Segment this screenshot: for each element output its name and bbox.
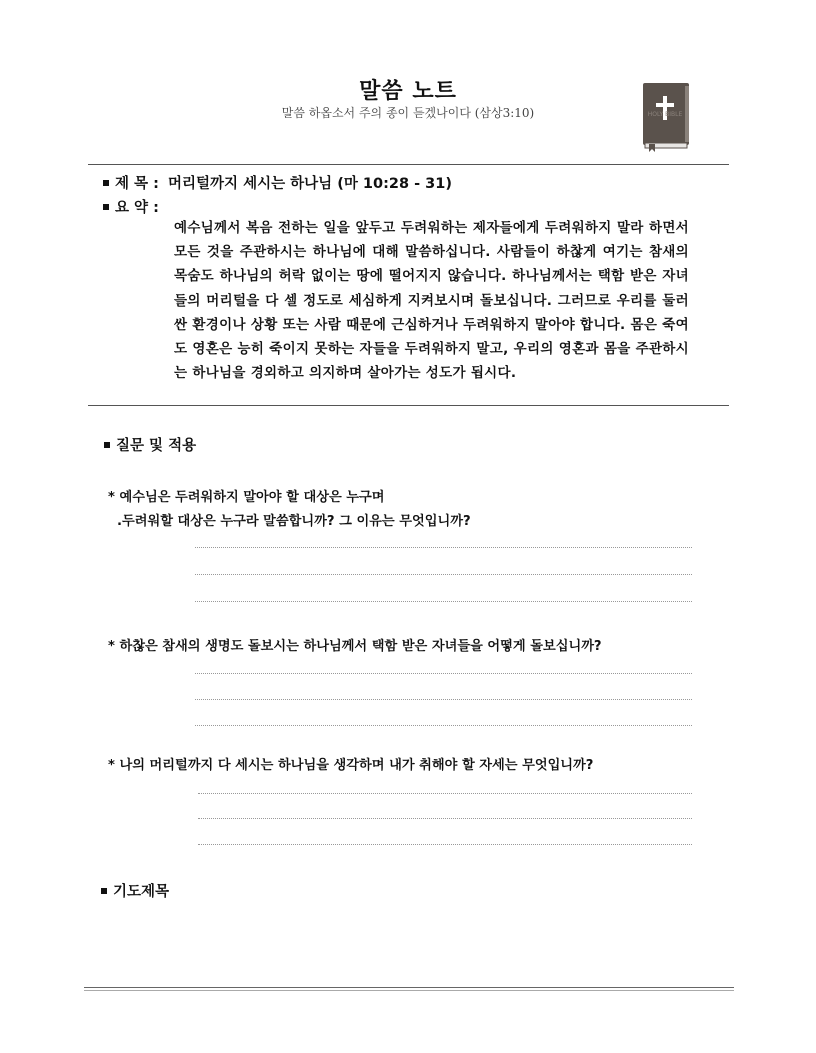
bullet-square-icon <box>103 204 109 210</box>
topic-label: 제 목 : <box>115 176 159 192</box>
answer-line[interactable] <box>198 844 692 845</box>
answer-line[interactable] <box>195 725 692 726</box>
answer-line[interactable] <box>195 574 692 575</box>
answer-line[interactable] <box>195 699 692 700</box>
question-2: * 하찮은 참새의 생명도 돌보시는 하나님께서 택함 받은 자녀들을 어떻게 돌보십니까? <box>108 639 602 654</box>
page-subtitle: 말씀 하옵소서 주의 종이 듣겠나이다 (삼상3:10) <box>281 106 535 120</box>
divider-middle <box>88 405 729 406</box>
bullet-square-icon <box>101 888 107 894</box>
bullet-square-icon <box>104 442 110 448</box>
bible-book-icon <box>641 82 691 152</box>
topic-row <box>103 172 452 193</box>
question-3: * 나의 머리털까지 다 세시는 하나님을 생각하며 내가 취해야 할 자세는 무엇입니까? <box>108 758 594 773</box>
answer-line[interactable] <box>195 601 692 602</box>
answer-line[interactable] <box>195 673 692 674</box>
divider-bottom <box>84 987 734 988</box>
questions-heading <box>104 434 196 455</box>
summary-text: 예수님께서 복음 전하는 일을 앞두고 두려워하는 제자들에게 두려워하지 말라 하면서 모든 것을 주관하시는 하나님에 대해 말씀하십니다. 사람들이 하찮게 여기는 참새의 목숨도 하나님의 허락 없이는 땅에 떨어지지 않습니다. 하나님께서는 택함 받은 자녀들의 머리털을 다 셀 정도로 세심하게 지켜보시며 돌보십니다. 그러므로 우리를 둘러싼 환경이나 상황 또는 사람 때문에 근심하거나 두려워하지 말아야 합니다. 몸은 죽여도 영혼은 능히 죽이지 못하는 자들을 두려워하지 말고, 우리의 영혼과 몸을 주관하시는 하나님을 경외하고 의지하며 살아가는 성도가 됩시다. <box>174 220 689 382</box>
prayer-heading-text: 기도제목 <box>113 884 170 900</box>
question-1-line-1: * 예수님은 두려워하지 말아야 할 대상은 누구며 <box>108 490 385 505</box>
summary-row <box>103 196 159 217</box>
answer-line[interactable] <box>198 793 692 794</box>
questions-heading-text: 질문 및 적용 <box>116 438 197 454</box>
divider-top <box>88 164 729 165</box>
summary-label: 요 약 : <box>115 200 159 216</box>
divider-bottom-shadow <box>84 990 734 991</box>
answer-line[interactable] <box>198 818 692 819</box>
answer-line[interactable] <box>195 547 692 548</box>
topic-text: 머리털까지 세시는 하나님 (마 10:28 - 31) <box>167 176 452 192</box>
prayer-heading <box>101 880 169 901</box>
page-title: 말씀 노트 <box>359 79 457 104</box>
question-1-line-2: .두려워할 대상은 누구라 말씀합니까? 그 이유는 무엇입니까? <box>117 514 471 529</box>
bullet-square-icon <box>103 180 109 186</box>
svg-text:HOLY BIBLE: HOLY BIBLE <box>647 111 683 118</box>
